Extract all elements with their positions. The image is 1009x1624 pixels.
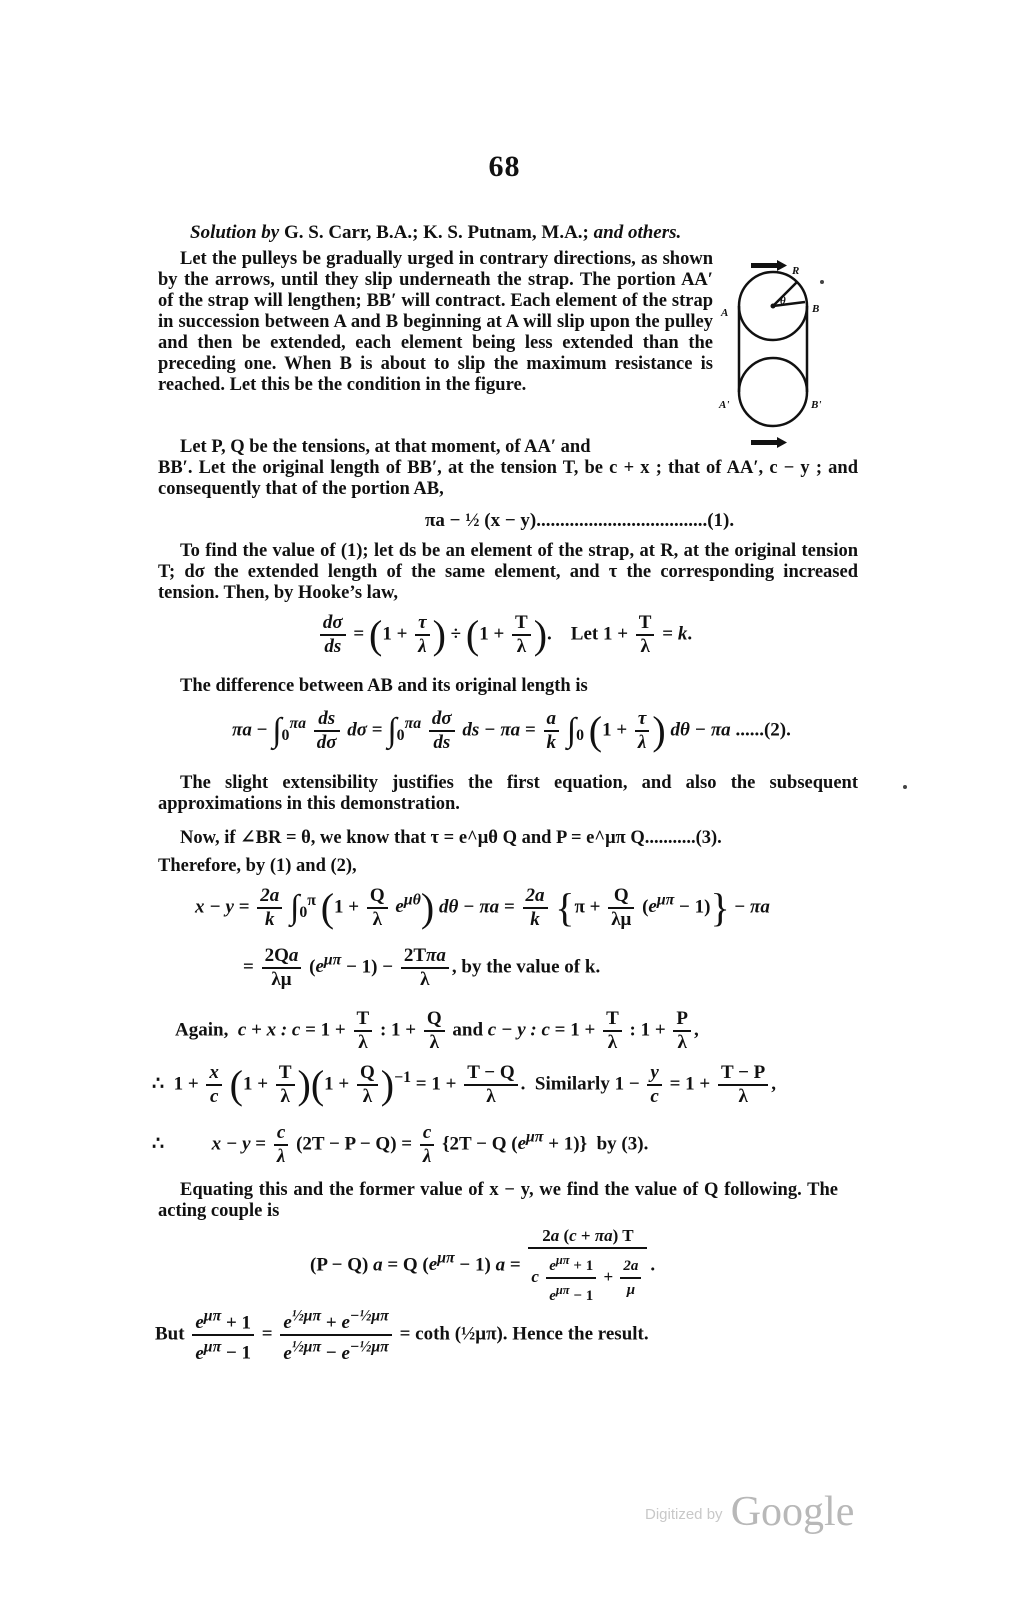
- paragraph-1: Let the pulleys be gradually urged in contrary directions, as shown by the arrows, until they slip underneath the strap. The portion AA′ of the strap will lengthen; BB′ will contract. Each element of the strap in succession between A and B beginning at A will slip upon the pulley and then be extended, each element being less extended than the preceding one. When B is about to slip the maximum resistance is reached. Let this be the condition in the figure.: [158, 249, 713, 395]
- paragraph-6a: Now, if ∠BR = θ, we know that τ = e^μθ Q and P = e^μπ Q...........(3).: [180, 828, 722, 848]
- equation-final: But $\frac{e^{\mu\pi} + 1}{e^{\mu\pi} - 1}$ = $\frac{e^{\frac{1}{2}\mu\pi} + e^{-\frac{1}{2}\mu\pi}}{e^{\frac{1}{2}\mu\pi} - e^{-\frac{1}{2}\mu\pi}}$ = coth (½μπ). Hence the result.: [155, 1308, 649, 1364]
- equation-1: πa − ½ (x − y)....................................(1).: [425, 510, 735, 531]
- pulley-figure: [719, 252, 845, 467]
- paragraph-3: To find the value of (1); let ds be an element of the strap, at R, at the original tension T; dσ the extended length of the same element, and τ the corresponding increased tension. Then, by Hooke’s law,: [158, 541, 858, 603]
- final-result: = coth (½μπ). Hence the result.: [399, 1323, 649, 1345]
- heading-suffix: and others.: [593, 222, 682, 243]
- equation-x-minus-y-2: = $\frac{2Qa}{\lambda\mu}$ $(e^{\mu\pi} - 1)$ − $\frac{\text{2Tπa}}{\lambda}$ , by the value of k.: [243, 945, 601, 990]
- equation-therefore-1: ∴ 1 + $\frac{x}{c}$ (1 + $\frac{T}{\lambda}$ )(1 + $\frac{Q}{\lambda}$ )$^{-1}$ = 1 + $\frac{T - Q}{\lambda}$ . Similarly 1 − $\frac{y}{c}$ = 1 + $\frac{T - P}{\lambda}$ ,: [152, 1062, 777, 1107]
- paragraph-2b: BB′. Let the original length of BB′, at the tension T, be c + x ; that of AA′, c − y ; and consequently that of the portion AB,: [158, 458, 858, 499]
- label-A-prime: A': [719, 399, 730, 411]
- equation-x-minus-y: x − y = $\frac{2a}{k}$ $\int_0^\pi$ (1 + $\frac{Q}{\lambda}$ $e^{\mu\theta}$) dθ − πa = $\frac{2a}{k}$ {π + $\frac{Q}{\lambda\mu}$ $(e^{\mu\pi} - 1)\} - \pi a$: [195, 885, 770, 930]
- paragraph-7: Equating this and the former value of x − y, we find the value of Q following. The acting couple is: [158, 1180, 838, 1221]
- final-but: But: [155, 1323, 185, 1345]
- label-theta: θ: [780, 295, 786, 307]
- equation-2: $\pi a - \int_0^{\pi a}$ $\frac{ds}{d\sigma}$ $d\sigma = \int_0^{\pi a}$ $\frac{d\sigma}{ds}$ ds − πa = $\frac{a}{k}$ $\int_0$ (1 + $\frac{\tau}{\lambda}$ ) dθ − πa ......(2).: [232, 708, 791, 753]
- equation-hooke: $\frac{d\sigma}{ds}$ = (1 + $\frac{\tau}{\lambda}$ ) ÷ (1 + $\frac{T}{\lambda}$ ). Let 1 + $\frac{T}{\lambda}$ = k.: [0, 612, 1009, 658]
- equation-therefore-2: ∴ x − y = $\frac{c}{\lambda}$ (2T − P − Q) = $\frac{c}{\lambda}$ {2T − Q $(e^{\mu\pi} + 1)$} by (3).: [152, 1122, 649, 1167]
- equation-couple: (P − Q) a = Q $(e^{\mu\pi} - 1) a$ = 2a (c + πa) T c $\frac{e^{\mu\pi} + 1}{e^{\mu\pi} - 1}$ + $\frac{2a}{\mu}$ .: [310, 1226, 656, 1304]
- digitized-text: Digitized by: [645, 1506, 723, 1523]
- label-B: B: [812, 303, 820, 315]
- paragraph-5: The slight extensibility justifies the first equation, and also the subsequent approximations in this demonstration.: [158, 773, 858, 814]
- equation-again: Again, c + x : c = 1 + $\frac{T}{\lambda}$ : 1 + $\frac{Q}{\lambda}$ and c − y : c = 1 + $\frac{T}{\lambda}$ : 1 + $\frac{P}{\lambda}$ ,: [175, 1008, 699, 1053]
- google-logo: Google: [730, 1489, 855, 1535]
- heading-authors: G. S. Carr, B.A.; K. S. Putnam, M.A.;: [283, 222, 589, 243]
- paragraph-4: The difference between AB and its original length is: [180, 676, 588, 696]
- paragraph-6b: Therefore, by (1) and (2),: [158, 856, 357, 876]
- digitized-footer: [645, 1488, 854, 1536]
- equation-2-number: ......(2).: [735, 719, 791, 741]
- solution-heading: [190, 222, 870, 244]
- pulley-diagram: [719, 252, 845, 462]
- page-number: 68: [488, 150, 521, 183]
- speck-mark: [820, 280, 824, 284]
- paragraph-2a: Let P, Q be the tensions, at that moment, of AA′ and: [180, 437, 591, 457]
- label-A: A: [721, 307, 729, 319]
- label-R: R: [792, 265, 800, 277]
- equation-by-value-k: by the value of k.: [461, 956, 601, 978]
- speck-mark: [903, 785, 907, 789]
- heading-prefix: Solution by: [190, 222, 280, 243]
- label-B-prime: B': [811, 399, 822, 411]
